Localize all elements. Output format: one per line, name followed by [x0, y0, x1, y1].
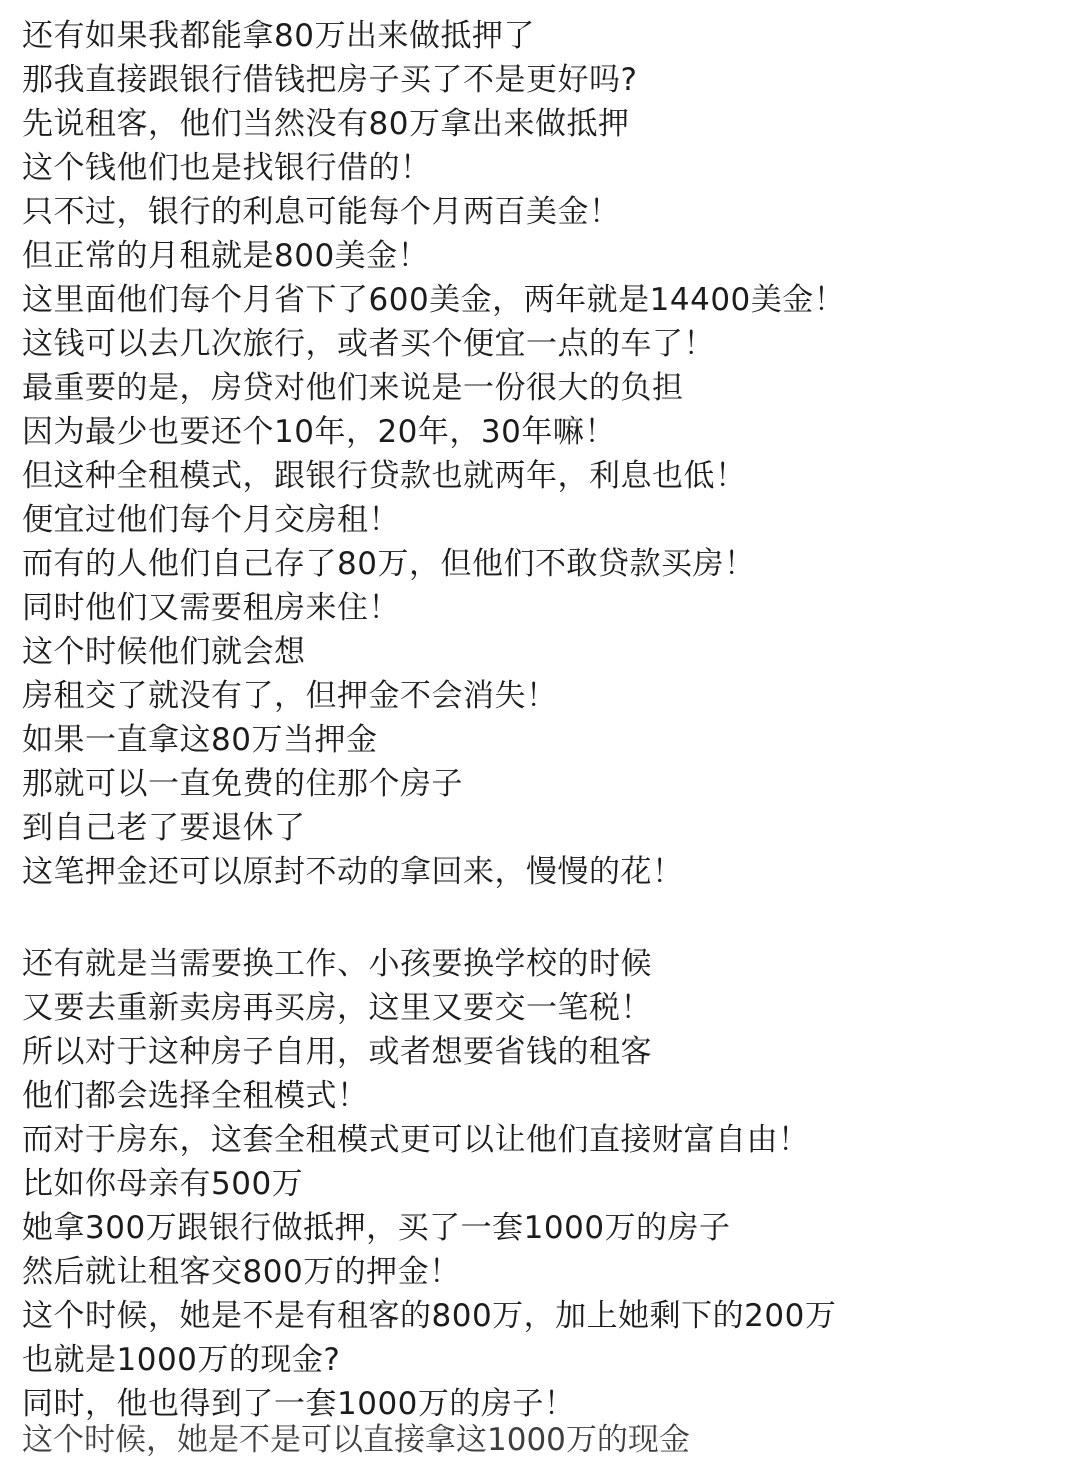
text-line: 还有如果我都能拿80万出来做抵押了 — [22, 18, 535, 54]
text-line: 这个钱他们也是找银行借的！ — [22, 150, 432, 186]
text-line: 便宜过他们每个月交房租！ — [22, 502, 400, 538]
text-line: 比如你母亲有500万 — [22, 1166, 304, 1202]
text-line: 同时他们又需要租房来住！ — [22, 590, 400, 626]
text-line: 到自己老了要退休了 — [22, 810, 306, 846]
text-line: 又要去重新卖房再买房，这里又要交一笔税！ — [22, 990, 652, 1026]
text-line: 先说租客，他们当然没有80万拿出来做抵押 — [22, 106, 630, 142]
text-line: 这笔押金还可以原封不动的拿回来，慢慢的花！ — [22, 854, 684, 890]
text-line: 但正常的月租就是800美金！ — [22, 238, 430, 274]
text-line: 这个时候，她是不是有租客的800万，加上她剩下的200万 — [22, 1298, 837, 1334]
text-line: 那就可以一直免费的住那个房子 — [22, 766, 463, 802]
text-line: 只不过，银行的利息可能每个月两百美金！ — [22, 194, 621, 230]
text-line: 而对于房东，这套全租模式更可以让他们直接财富自由！ — [22, 1122, 810, 1158]
text-line: 这里面他们每个月省下了600美金，两年就是14400美金！ — [22, 282, 846, 318]
text-line: 同时，他也得到了一套1000万的房子！ — [22, 1386, 576, 1422]
cut-off-text-line: 这个时候，她是不是可以直接拿这1000万的现金 — [22, 1422, 690, 1458]
text-line: 房租交了就没有了，但押金不会消失！ — [22, 678, 558, 714]
text-line: 因为最少也要还个10年，20年，30年嘛！ — [22, 414, 616, 450]
text-line: 所以对于这种房子自用，或者想要省钱的租客 — [22, 1034, 652, 1070]
text-line: 那我直接跟银行借钱把房子买了不是更好吗? — [22, 62, 638, 98]
text-line: 但这种全租模式，跟银行贷款也就两年，利息也低！ — [22, 458, 747, 494]
text-line: 他们都会选择全租模式！ — [22, 1078, 369, 1114]
paragraph-2 — [22, 942, 836, 1426]
text-line: 也就是1000万的现金? — [22, 1342, 341, 1378]
text-line: 而有的人他们自己存了80万，但他们不敢贷款买房！ — [22, 546, 756, 582]
text-line: 最重要的是，房贷对他们来说是一份很大的负担 — [22, 370, 684, 406]
text-line: 然后就让租客交800万的押金！ — [22, 1254, 461, 1290]
text-line: 如果一直拿这80万当押金 — [22, 722, 378, 758]
text-line: 这钱可以去几次旅行，或者买个便宜一点的车了！ — [22, 326, 715, 362]
paragraph-1 — [22, 14, 845, 894]
text-line: 还有就是当需要换工作、小孩要换学校的时候 — [22, 946, 652, 982]
text-line: 这个时候他们就会想 — [22, 634, 306, 670]
text-line: 她拿300万跟银行做抵押，买了一套1000万的房子 — [22, 1210, 731, 1246]
